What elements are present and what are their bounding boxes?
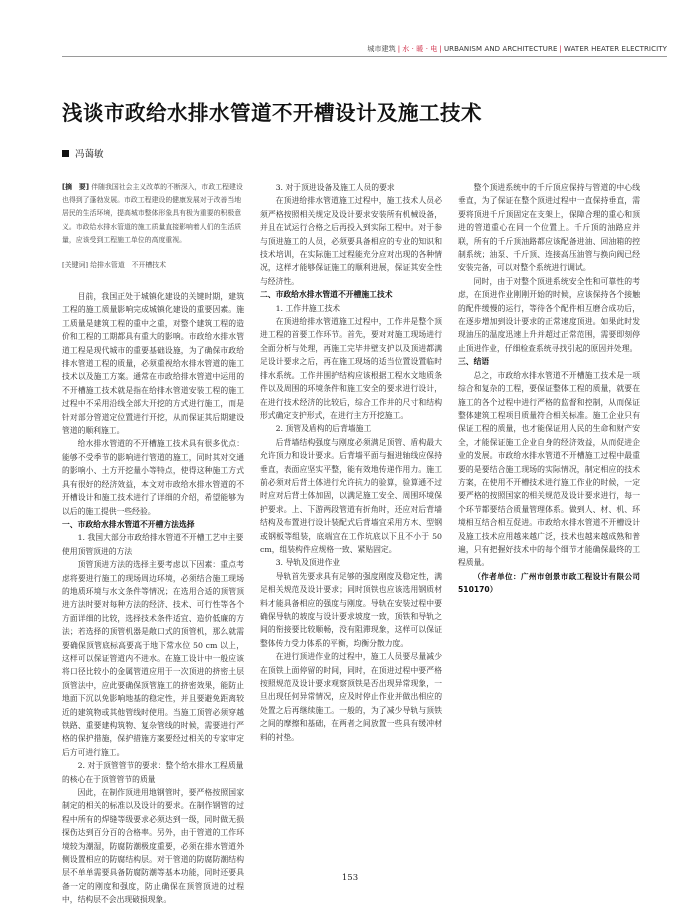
- article-title: 浅谈市政给水排水管道不开槽设计及施工技术: [62, 101, 482, 125]
- body-paragraph: 整个顶进系统中的千斤顶应保持与管道的中心线垂直，为了保证在整个顶进过程中一直保持垂直，需要将顶进千斤顶固定在支架上，保障合理的重心和顶进的管道重心在同一个位置上。千斤顶的油路应并联，所有的千斤顶油路都应该配备进油、回油箱的控制系统；油泵、千斤顶、连接高压油管与换向阀已经安装完备，可以对整个系统进行调试。: [458, 183, 640, 273]
- section-heading-3: 三、结语: [458, 357, 490, 367]
- header-separator: |: [397, 45, 401, 53]
- header-brand-en: URBANISM AND ARCHITECTURE: [443, 45, 558, 53]
- body-paragraph: 总之，市政给水排水管道不开槽施工技术是一项综合和复杂的工程，要保证整体工程的质量，就要在施工的各个过程中进行严格的监督和控制，从而保证整体建筑工程项目质量符合相关标准。施工企业只有保证工程的质量，也才能保证用人民的生命和财产安全，才能保证施工企业自身的经济效益，从而促进企业的发展。市政给水排水管道不开槽施工过程中最重要的是要结合施工现场的实际情况，制定相应的技术方案，在使用不开槽技术进行施工作业的时候，一定要严格的按照国家的相关规范及设计要求进行，每一个环节都要结合质量管理体系。做到人、材、机、环境相互结合相互促进。市政给水排水管道不开槽设计及施工技术应用越来越广泛，技术也越来越成熟和普遍，只有把握好技术中的每个细节才能确保最终的工程质量。: [458, 370, 640, 568]
- page-number: 153: [341, 873, 359, 883]
- subsection-heading: 1. 我国大部分市政给排水管道不开槽工艺中主要使用顶管顶进的方法: [62, 533, 244, 556]
- header-separator: |: [559, 45, 562, 53]
- abstract-text: 伴随我国社会主义改革的不断深入，市政工程建设也得到了蓬勃发展。市政工程建设的健康发展对于改善当地居民的生活环境，提高城市整体形象具有极为重要的积极意义。市政给水排水管道的施工质量直接影响着人们的生活质量，应该受到工程施工单位的高度重视。: [62, 183, 243, 244]
- body-paragraph: 在进行顶进作业的过程中，施工人员要尽量减少在顶铁上面停留的时间，同时，在顶进过程中要严格按照规范及设计要求观察顶铁是否出现异常现象，一旦出现任何异常情况，应及时停止作业并做出相应的处置之后再继续施工。一般的，为了减少导轨与顶铁之间的摩擦和基础，在两者之间放置一些具有缓冲材料的衬垫。: [260, 652, 442, 742]
- column-2: [260, 181, 442, 744]
- body-paragraph: 给水排水管道的不开槽施工技术具有很多优点：能够不受季节的影响进行管道的施工，同时其对交通的影响小、土方开挖量小等特点，使得这种施工方式具有很好的经济效益，本文对市政给水排水管道的不开槽设计和施工技术进行了详细的介绍，希望能够为以后的施工提供一些经验。: [62, 439, 244, 516]
- column-3: [458, 181, 640, 597]
- author-name: 冯蔼敏: [75, 149, 104, 160]
- body-paragraph: 同时，由于对整个顶进系统安全性和可靠性的考虑，在顶进作业刚刚开始的时候，应该保持各个接触的配件缓慢的运行，等待各个配件相互磨合成功后，在逐步增加到设计要求的正常速度顶进。如果此时发现油压的温度迅速上升并超过正常范围，需要即刻停止顶进作业，仔细检查系统寻找引起的原因并处理。: [458, 276, 640, 353]
- author-bullet-icon: [62, 150, 69, 157]
- body-paragraph: 导轨首先要求具有足够的强度刚度及稳定性，满足相关规范及设计要求；同时顶铁也应该选用钢质材料才能具备相应的强度与刚度。导轨在安装过程中要确保导轨的坡度与设计要求坡度一致，顶铁和导轨之间的衔接要比较顺畅，没有阻滞现象，这样可以保证整体传力受力体系的平衡，均衡分散力度。: [260, 571, 442, 648]
- subsection-heading: 2. 顶管及盾构的后背墙施工: [275, 424, 372, 434]
- body-paragraph: 在顶进给排水管道施工过程中，施工技术人员必须严格按照相关规定及设计要求安装所有机械设备，并且在试运行合格之后再投入到实际工程中。对于参与顶进施工的人员，必须要具备相应的专业的知识和技术培训，在实际施工过程能充分应对出现的各种情况，这样才能够保证施工的顺利进展，保证其安全性与经济性。: [260, 196, 442, 286]
- section-heading-1: 一、市政给水排水管道不开槽方法选择: [62, 519, 195, 529]
- keywords-text: 给排水管道 不开槽技术: [90, 261, 167, 270]
- body-paragraph: 后背墙结构强度与刚度必须满足顶管、盾构最大允许顶力和设计要求。后背墙平面与掘进轴线应保持垂直，表面应坚实平整，能有效地传递作用力。施工前必须对后背土体进行允许抗力的验算，验算通不过时应对后背土体加固，以满足施工安全、周围环境保护要求。上、下游两段管道有折角时，还应对后背墙结构及布置进行设计装配式后背墙宜采用方木、型钢或钢板等组装，底端宜在工作坑底以下且不小于 50 cm，组装构件应规格一致、紧贴固定。: [260, 437, 442, 554]
- header-category-cn: 水 · 暖 · 电: [402, 45, 438, 53]
- subsection-heading: 2. 对于顶管管节的要求：整个给水排水工程质量的核心在于顶管管节的质量: [62, 761, 244, 784]
- subsection-heading: 1. 工作井施工技术: [275, 303, 341, 313]
- keywords-label: [关键词]: [62, 261, 89, 270]
- keywords: [62, 259, 244, 272]
- subsection-heading: 3. 导轨及顶进作业: [275, 558, 341, 568]
- header-divider: [62, 56, 667, 57]
- author-line: [62, 146, 104, 160]
- header-brand-cn: 城市建筑: [367, 45, 396, 53]
- body-paragraph: 因此，在制作顶进用地钢管时，要严格按照国家制定的相关的标准以及设计的要求。在制作钢管的过程中所有的焊缝等级要求必须达到一级，同时做无损探伤达到百分百的合格率。另外，由于管道的工作环境较为潮湿，防腐防潮极度重要，必须在排水管道外侧设置相应的防腐结构层。对于管道的防腐防潮结构层不单单需要具备防腐防潮等基本功能，同时还要具备一定的刚度和强度，防止确保在顶管顶进的过程中，结构层不会出现破损现象。: [62, 788, 244, 905]
- running-header: [367, 44, 667, 54]
- body-paragraph: 在顶进给排水管道施工过程中，工作井是整个顶进工程的首要工作环节。首先，要对对施工现场进行全面分析与处理，再施工完毕井壁支护以及顶进都满足设计要求之后，再在施工现场的适当位置设置临时排水系统。工作井围护结构应该根据工程水文地质条件以及周围的环境条件和施工安全的要求进行设计，在进行技术经济的比较后，综合工作井的尺寸和结构形式确定支护形式，在进行主方开挖施工。: [260, 317, 442, 420]
- section-heading-2: 二、市政给水排水管道不开槽施工技术: [260, 290, 393, 300]
- abstract: [62, 181, 244, 247]
- body-paragraph: 目前，我国正处于城镇化建设的关键时期，建筑工程的施工质量影响完成城镇化建设的重要因素。施工质量是建筑工程的重中之重，对整个建筑工程的造价和工程的工期都具有重大的影响。市政给水排水管道工程是现代城市的重要基础设施，为了确保市政给排水管道工程的质量，必须重视给水排水管道的施工技术以及施工方案。通常在市政给排水管道中运用的不开槽施工技术就是指在给排水管道安装工程的施工过程中不采用沿线全部大开挖的方式进行施工，而是针对部分管道定位置进行开挖，从而保证其后期建设管道的顺利施工。: [62, 292, 244, 436]
- subsection-heading: 3. 对于顶进设备及施工人员的要求: [275, 183, 395, 192]
- header-category-en: WATER HEATER ELECTRICITY: [563, 45, 667, 53]
- body-paragraph: 顶管顶进方法的选择主要考虑以下因素：重点考虑将要进行施工的现场周边环境，必须结合施工现场的地质环境与水文条件等情况；在选用合适的顶管顶进方法时要对每种方法的经济、技术、可行性等各个方面详细的比较，选择技术条件适宜、造价低廉的方法；若选择的顶管机器是敞口式的顶管机，那么就需要确保顶管底标高要高于地下常水位 50 cm 以上，这样可以保证管道内不进水。在施工设计中一般应该将口径比较小的金属管道应用于一次顶进的挤密土层顶管法中，应此要确保顶管施工的挤密效果，能防止地面下沉以免影响地基的稳定性，并且要避免距离较近的建筑物或其他管线时使用。当施工顶管必须穿越铁路、重要建构筑物、复杂管线的时候，需要进行严格的保护措施，保护措施方案要经过相关的专家审定后方可进行施工。: [62, 560, 244, 757]
- header-separator: |: [439, 45, 442, 53]
- abstract-label: [摘 要]: [62, 183, 89, 191]
- author-affiliation: （作者单位：广州市创景市政工程设计有限公司 510170）: [458, 571, 640, 595]
- column-1: [62, 181, 244, 907]
